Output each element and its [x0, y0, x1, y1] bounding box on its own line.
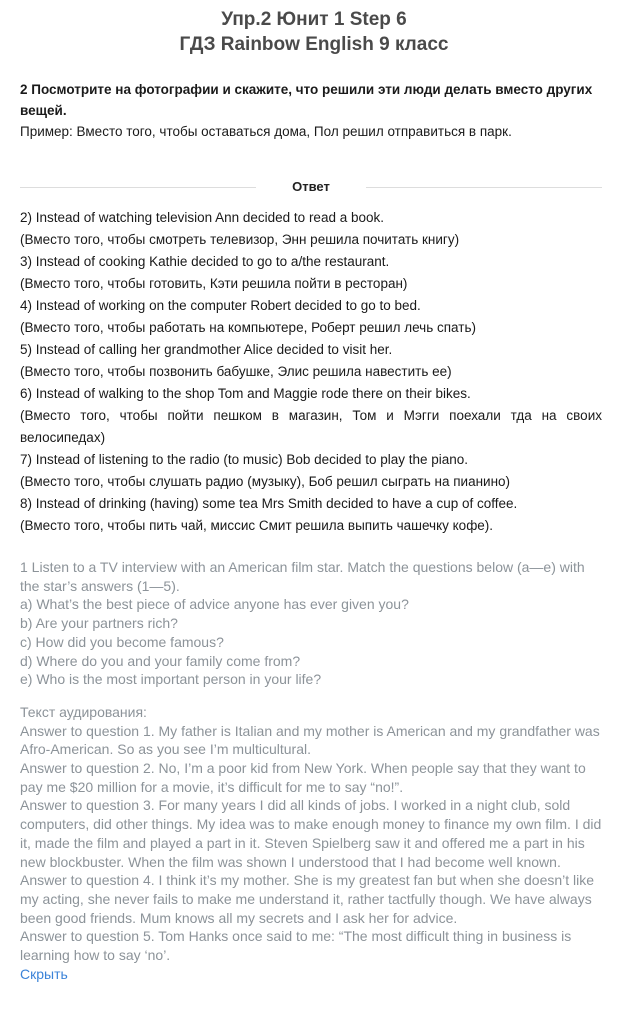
answer-line: (Вместо того, чтобы смотреть телевизор, Энн решила почитать книгу) — [20, 232, 460, 247]
exercise-intro: 1 Listen to a TV interview with an American film star. Match the questions below (a—e) with the star’s answers (1—5). — [20, 559, 585, 594]
audio-answer: Answer to question 5. Tom Hanks once said to me: “The most difficult thing in business is learning how to say ‘no’. — [20, 928, 572, 964]
answer-line: (Вместо того, чтобы работать на компьютере, Роберт решил лечь спать) — [20, 320, 476, 335]
answer-line: 2) Instead of watching television Ann decided to read a book. — [20, 210, 384, 225]
audio-answer: Answer to question 2. No, I’m a poor kid from New York. When people say that they want to pay me $20 million for a movie, it’s difficult for me to say “no!”. — [20, 760, 586, 795]
question-item: a) What’s the best piece of advice anyone has ever given you? — [20, 596, 409, 613]
answer-line: 6) Instead of walking to the shop Tom and Maggie rode there on their bikes. — [20, 386, 471, 401]
exercise-block — [20, 558, 602, 983]
task-example: Пример: Вместо того, чтобы оставаться дома, Пол решил отправиться в парк. — [20, 124, 512, 139]
spacer — [20, 689, 602, 703]
page-title: Упр.2 Юнит 1 Step 6 — [221, 9, 407, 30]
answer-label: Ответ — [292, 179, 330, 194]
audio-label: Текст аудирования: — [20, 703, 147, 720]
question-item: e) Who is the most important person in your life? — [20, 671, 322, 688]
audio-answer: Answer to question 3. For many years I did all kinds of jobs. I worked in a night club, sold computers, did other things. My idea was to make enough money to finance my own film. I did it, made the film and played a part in it. Steven Spielberg saw it and offered me a part in his new blockbuster. When the film was shown I understood that I had become well known. — [20, 797, 602, 870]
answer-line: (Вместо того, чтобы слушать радио (музыку), Боб решил сыграть на пианино) — [20, 474, 511, 489]
answer-list — [20, 207, 602, 537]
answer-line: (Вместо того, чтобы готовить, Кэти решила пойти в ресторан) — [20, 276, 408, 291]
task-block — [20, 79, 612, 142]
question-item: d) Where do you and your family come from? — [20, 652, 301, 669]
question-item: c) How did you become famous? — [20, 633, 224, 650]
answer-line: 3) Instead of cooking Kathie decided to go to a/the restaurant. — [20, 254, 390, 269]
hide-link[interactable]: Скрыть — [20, 965, 68, 982]
answer-line: 5) Instead of calling her grandmother Alice decided to visit her. — [20, 342, 393, 357]
divider-line-right — [366, 187, 602, 188]
task-instruction: 2 Посмотрите на фотографии и скажите, что решили эти люди делать вместо других вещей. — [20, 82, 593, 118]
audio-answer: Answer to question 1. My father is Italian and my mother is American and my grandfather was Afro-American. So as you see I’m multicultural. — [20, 722, 600, 758]
answer-line: 8) Instead of drinking (having) some tea Mrs Smith decided to have a cup of coffee. — [20, 496, 518, 511]
answer-line: 4) Instead of working on the computer Robert decided to go to bed. — [20, 298, 421, 313]
answer-line: 7) Instead of listening to the radio (to music) Bob decided to play the piano. — [20, 452, 469, 467]
question-item: b) Are your partners rich? — [20, 615, 178, 632]
answer-line: (Вместо того, чтобы позвонить бабушке, Элис решила навестить ее) — [20, 364, 452, 379]
page-subtitle: ГДЗ Rainbow English 9 класс — [179, 34, 449, 55]
audio-answer: Answer to question 4. I think it’s my mother. She is my greatest fan but when she doesn’t like my acting, she never fails to make me understand it, rather tactfully though. We have always been good friends. Mum knows all my secrets and I ask her for advice. — [20, 872, 595, 926]
answer-line: (Вместо того, чтобы пойти пешком в магазин, Том и Мэгги поехали тда на своих велосипедах) — [20, 408, 602, 445]
answer-divider — [20, 178, 602, 198]
answer-line: (Вместо того, чтобы пить чай, миссис Смит решила выпить чашечку кофе). — [20, 518, 494, 533]
